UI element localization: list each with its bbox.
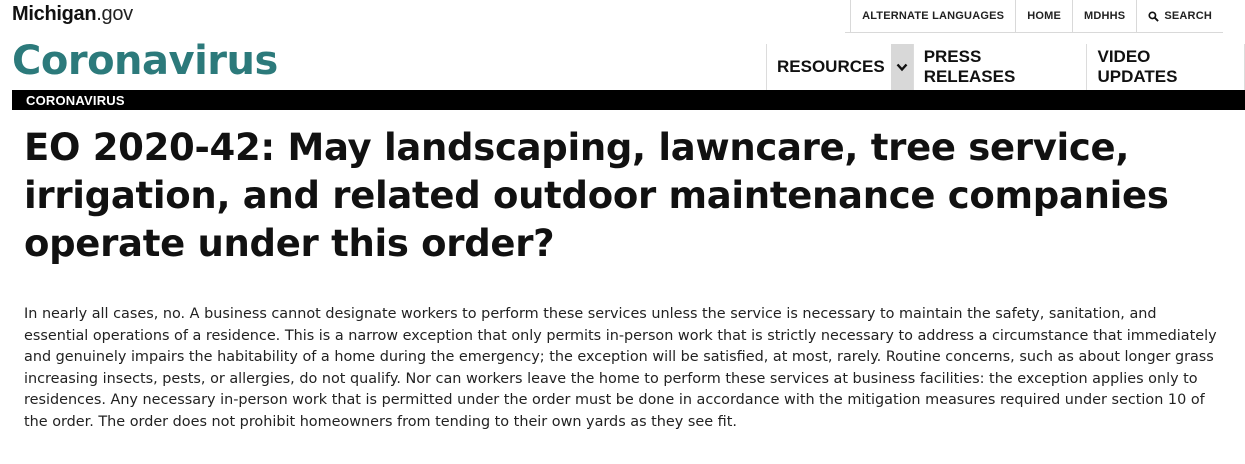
nav-press-releases-label: PRESS RELEASES — [923, 47, 1016, 86]
alternate-languages-label: ALTERNATE LANGUAGES — [862, 10, 1005, 22]
top-utility-bar — [0, 0, 1245, 34]
chevron-down-icon — [896, 62, 908, 72]
article-body: In nearly all cases, no. A business cannot designate workers to perform these services unless the service is necessary to maintain the safety, sanitation, and essential operations of a residence. This is a narrow exception that only permits in-person work that is strictly necessary to address a circumstance that immediately and genuinely impairs the habitability of a home during the emergency; the exception will be satisfied, at most, rarely. Routine concerns, such as about longer grass increasing insects, pests, or allergies, do not qualify. Nor can workers leave the home to perform these services at business facilities: the exception applies only to residences. Any necessary in-person work that is permitted under the order must be done in accordance with the mitigation measures required under section 10 of the order. The order does not prohibit homeowners from tending to their own yards as they see fit. — [24, 306, 1217, 430]
alternate-languages-link[interactable] — [850, 0, 1015, 32]
search-icon — [1148, 11, 1158, 21]
page-title: EO 2020-42: May landscaping, lawncare, tree service, irrigation, and related outdoor maintenance companies operate under this order? — [24, 126, 1169, 265]
nav-item-press-releases[interactable] — [913, 44, 1087, 90]
nav-item-video-updates[interactable] — [1086, 44, 1245, 90]
breadcrumb — [12, 90, 1245, 110]
nav-resources-label: RESOURCES — [777, 57, 885, 76]
mdhhs-link[interactable] — [1072, 0, 1136, 32]
nav-item-resources[interactable] — [766, 44, 913, 90]
utility-nav — [850, 0, 1223, 32]
breadcrumb-coronavirus-link[interactable]: CORONAVIRUS — [26, 93, 125, 108]
nav-video-updates-label: VIDEO UPDATES — [1097, 47, 1178, 86]
logo-light-text: .gov — [96, 3, 133, 25]
site-header — [0, 34, 1245, 90]
mdhhs-label: MDHHS — [1084, 10, 1126, 22]
site-title[interactable]: Coronavirus — [12, 38, 278, 84]
main-nav — [766, 44, 1245, 90]
logo-bold-text: Michigan — [12, 3, 97, 25]
utility-divider — [845, 32, 1223, 33]
search-label: SEARCH — [1164, 10, 1212, 22]
michigan-gov-logo[interactable] — [12, 3, 133, 26]
home-link[interactable] — [1015, 0, 1072, 32]
search-link[interactable] — [1136, 0, 1223, 32]
home-label: HOME — [1027, 10, 1061, 22]
resources-dropdown-toggle[interactable] — [891, 44, 913, 90]
